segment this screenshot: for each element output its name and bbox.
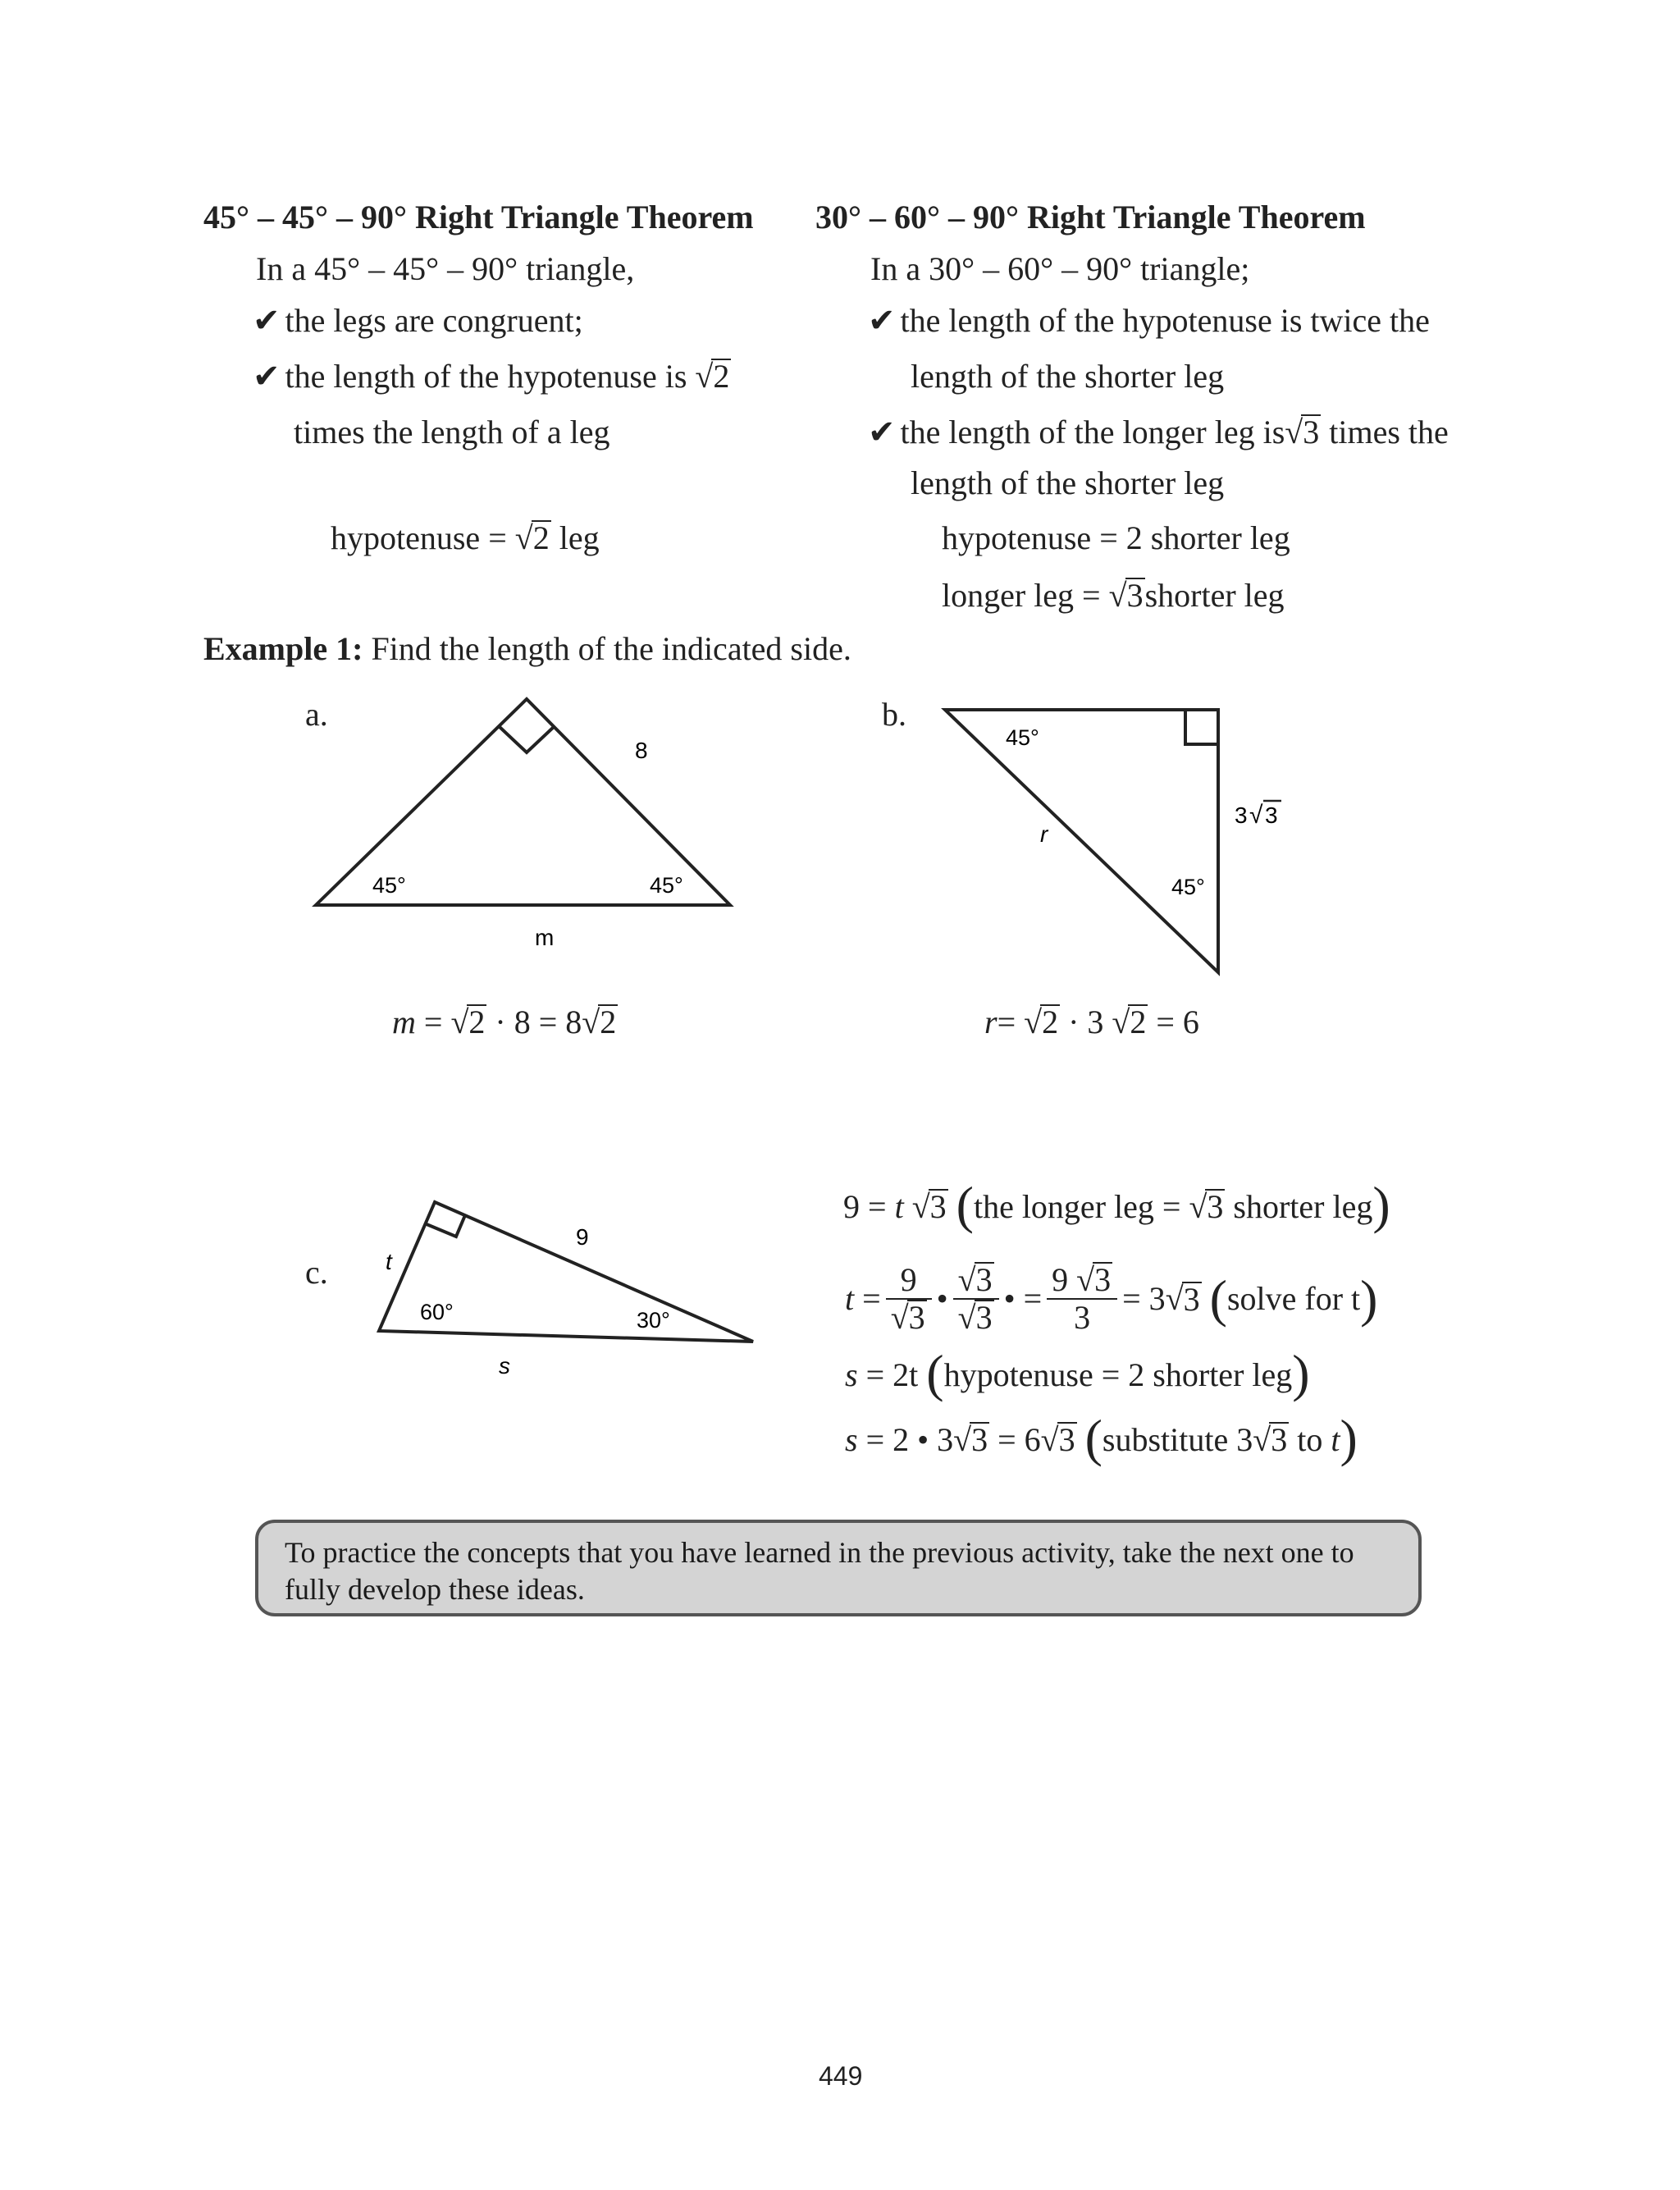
side-label-leg: 8 [635,738,648,763]
part-c-triangle-diagram [361,1190,771,1395]
sqrt-symbol: √ [953,1421,972,1458]
left-theorem-title: 45° – 45° – 90° Right Triangle Theorem [203,199,754,235]
part-a-triangle-diagram [304,685,746,964]
sqrt-symbol: √ [695,358,714,395]
left-theorem-bullet-1: ✔ the legs are congruent; [253,302,583,340]
checkmark-icon: ✔ [253,302,281,340]
sqrt-symbol: √ [1112,1004,1130,1040]
sqrt-symbol: √ [1165,1280,1184,1317]
part-c-line-1: 9 = t √3 (the longer leg = √3 shorter leg) [843,1176,1390,1234]
side-label-base: m [535,925,555,950]
part-c-line-4: s = 2 • 3√3 = 6√3 (substitute 3√3 to t) [845,1409,1358,1467]
angle-label-left: 60° [420,1300,454,1324]
right-theorem-bullet-1-cont: length of the shorter leg [911,358,1225,395]
practice-callout-text: To practice the concepts that you have learned in the previous activity, take the next one to fully develop these ideas. [285,1536,1354,1606]
right-theorem-intro: In a 30° – 60° – 90° triangle; [870,250,1250,287]
right-theorem-formula-1: hypotenuse = 2 shorter leg [942,519,1290,556]
svg-text:3: 3 [1265,802,1278,828]
fraction-2: $\frac{√3}{√3}$ [953,1262,999,1336]
side-label-leg [1235,801,1281,829]
checkmark-icon: ✔ [253,358,281,395]
angle-label-right: 30° [637,1308,670,1333]
sqrt-symbol: √ [911,1188,930,1225]
part-c-line-2: t = $\frac{9}{√3}$ • $\frac{√3}{√3}$ • = $\frac{9 √3}{3}$ = 3 √ 3 ( solve for t ) [845,1261,1378,1336]
sqrt-symbol: √ [450,1004,469,1040]
sqrt-symbol: √ [1189,1188,1208,1225]
part-b-solution: r= √2 · 3 √2 = 6 [984,1004,1199,1040]
part-c-letter: c. [305,1254,328,1291]
part-a-letter: a. [305,696,328,733]
right-angle-marker [1185,710,1218,744]
right-angle-marker [499,726,555,752]
side-label-hypotenuse: 9 [576,1224,589,1250]
left-theorem-formula: hypotenuse = √2 leg [331,519,600,556]
example-heading: Example 1: Find the length of the indicated side. [203,630,851,667]
practice-callout-box [255,1520,1422,1616]
fraction-1: $\frac{9}{√3}$ [886,1262,932,1336]
left-theorem-bullet-2: ✔ the length of the hypotenuse is √2 [253,358,730,395]
angle-label-right: 45° [650,873,683,898]
sqrt-symbol: √ [582,1004,600,1040]
angle-label-left: 45° [372,873,406,898]
fraction-3: $\frac{9 √3}{3}$ [1047,1262,1117,1336]
sqrt-symbol: √ [514,519,533,556]
left-theorem-bullet-2-cont: times the length of a leg [294,414,610,450]
side-label-hypotenuse: r [1040,821,1048,847]
sqrt-symbol: √ [1040,1421,1059,1458]
sqrt-symbol: √ [1253,1421,1271,1458]
part-b-letter: b. [882,696,906,733]
right-theorem-bullet-2-cont: length of the shorter leg [911,464,1225,501]
side-label-short: t [386,1249,392,1274]
part-a-solution: m = √2 · 8 = 8√2 [392,1004,617,1040]
triangle-45-45-90 [945,710,1218,972]
part-c-line-3: s = 2t (hypotenuse = 2 shorter leg) [845,1344,1310,1402]
angle-label-bottom: 45° [1171,875,1205,899]
right-theorem-bullet-2: ✔ the length of the longer leg is√3 times the [868,414,1449,451]
right-theorem-bullet-1: ✔ the length of the hypotenuse is twice the [868,302,1430,340]
right-theorem-title: 30° – 60° – 90° Right Triangle Theorem [815,199,1366,235]
svg-text:√: √ [1249,802,1263,829]
checkmark-icon: ✔ [868,414,896,451]
sqrt-symbol: √ [1024,1004,1043,1040]
page-number: 449 [819,2061,863,2091]
sqrt-symbol: √ [1285,414,1303,450]
left-theorem-intro: In a 45° – 45° – 90° triangle, [256,250,635,287]
checkmark-icon: ✔ [868,302,896,340]
right-theorem-formula-2: longer leg = √3shorter leg [942,577,1285,614]
sqrt-symbol: √ [1108,577,1127,614]
svg-text:3: 3 [1235,802,1248,828]
side-label-long: s [499,1353,510,1378]
angle-label-top: 45° [1006,725,1039,750]
right-angle-marker [427,1215,465,1237]
part-b-triangle-diagram [935,697,1321,985]
